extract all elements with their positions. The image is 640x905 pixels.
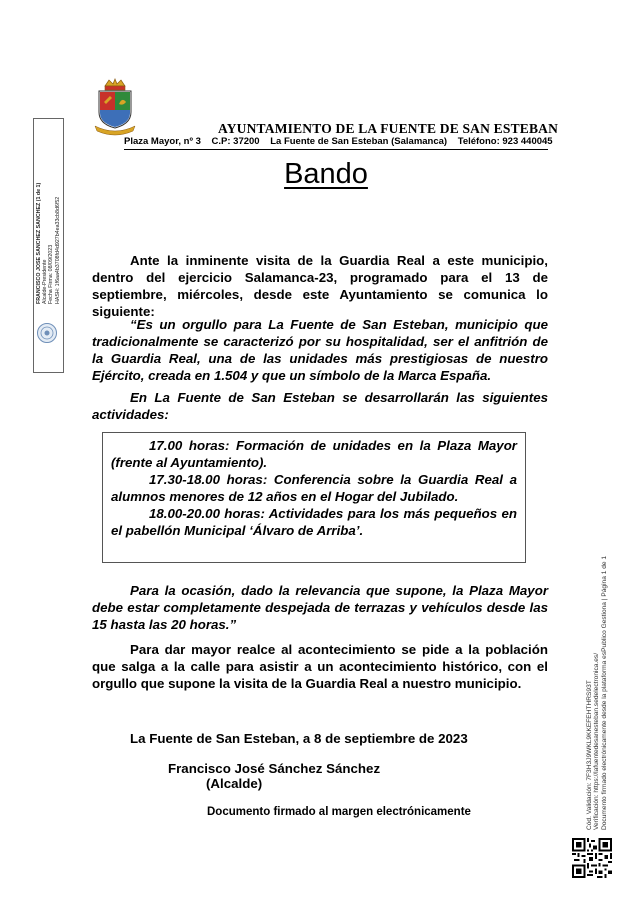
- activities-box: [102, 432, 526, 563]
- place-date: La Fuente de San Esteban, a 8 de septiembre de 2023: [130, 731, 468, 746]
- activity-item: 18.00-20.00 horas: Actividades para los más pequeños en el pabellón Municipal ‘Álvaro de Arriba’.: [111, 506, 517, 538]
- signature-seal-icon: [36, 322, 58, 344]
- contact-info: [124, 136, 553, 150]
- signature-panel-text: FRANCISCO JOSE SANCHEZ SANCHEZ (1 de 1) Alcalde-Presidente Fecha Firma: 08/09/2023 HASH: 1f6aa4b3708fd4d927b4ea33cb8d6f52: [36, 182, 61, 304]
- signer-name: Francisco José Sánchez Sánchez: [168, 761, 381, 776]
- document-title: Bando: [284, 158, 368, 190]
- activity-item: 17.30-18.00 horas: Conferencia sobre la Guardia Real a alumnos menores de 12 años en el Hogar del Jubilado.: [111, 472, 517, 504]
- restriction-paragraph: Para la ocasión, dado la relevancia que supone, la Plaza Mayor debe estar completamente despejada de terrazas y vehículos desde las 15 hasta las 20 horas.”: [92, 583, 548, 632]
- phone: Teléfono: 923 440045: [457, 136, 553, 147]
- intro-paragraph: Ante la inminente visita de la Guardia Real a este municipio, dentro del ejercicio Salamanca-23, programado para el 13 de septiembre, miércoles, desde este Ayuntamiento se comunica lo siguiente:: [92, 253, 548, 319]
- address: Plaza Mayor, nº 3: [124, 136, 201, 147]
- quote-paragraph: “Es un orgullo para La Fuente de San Esteban, municipio que tradicionalmente se caracterizó por su hospitalidad, ser el anfitrión de la Guardia Real, una de las unidades más prestigiosas de nuestro Ejército, creada en 1.504 y que un símbolo de la Marca España.: [92, 317, 548, 383]
- coat-of-arms-logo: [93, 78, 137, 136]
- verification-text: Cód. Validación: 7F3H3J9WKL9KKEFEHTHRS93T Verificación: https://lafuentedesanesteban.sedelectronica.es/ Documento firmado electrónicamente desde la plataforma esPublico Gestiona | Página 1 de 1: [586, 555, 608, 830]
- postal-code: C.P: 37200: [211, 136, 260, 147]
- signature-note: Documento firmado al margen electrónicamente: [207, 806, 471, 818]
- town: La Fuente de San Esteban (Salamanca): [270, 136, 448, 147]
- closing-paragraph: Para dar mayor realce al acontecimiento se pide a la población que salga a la calle para asistir a un acontecimiento histórico, con el orgullo que supone la visita de la Guardia Real a nuestro municipio.: [92, 642, 548, 691]
- qr-code-icon: [572, 838, 612, 878]
- signer-role: (Alcalde): [206, 776, 263, 791]
- activity-item: 17.00 horas: Formación de unidades en la Plaza Mayor (frente al Ayuntamiento).: [111, 438, 517, 470]
- activities-intro: En La Fuente de San Esteban se desarrollarán las siguientes actividades:: [92, 390, 548, 422]
- organization-name: AYUNTAMIENTO DE LA FUENTE DE SAN ESTEBAN: [218, 121, 559, 136]
